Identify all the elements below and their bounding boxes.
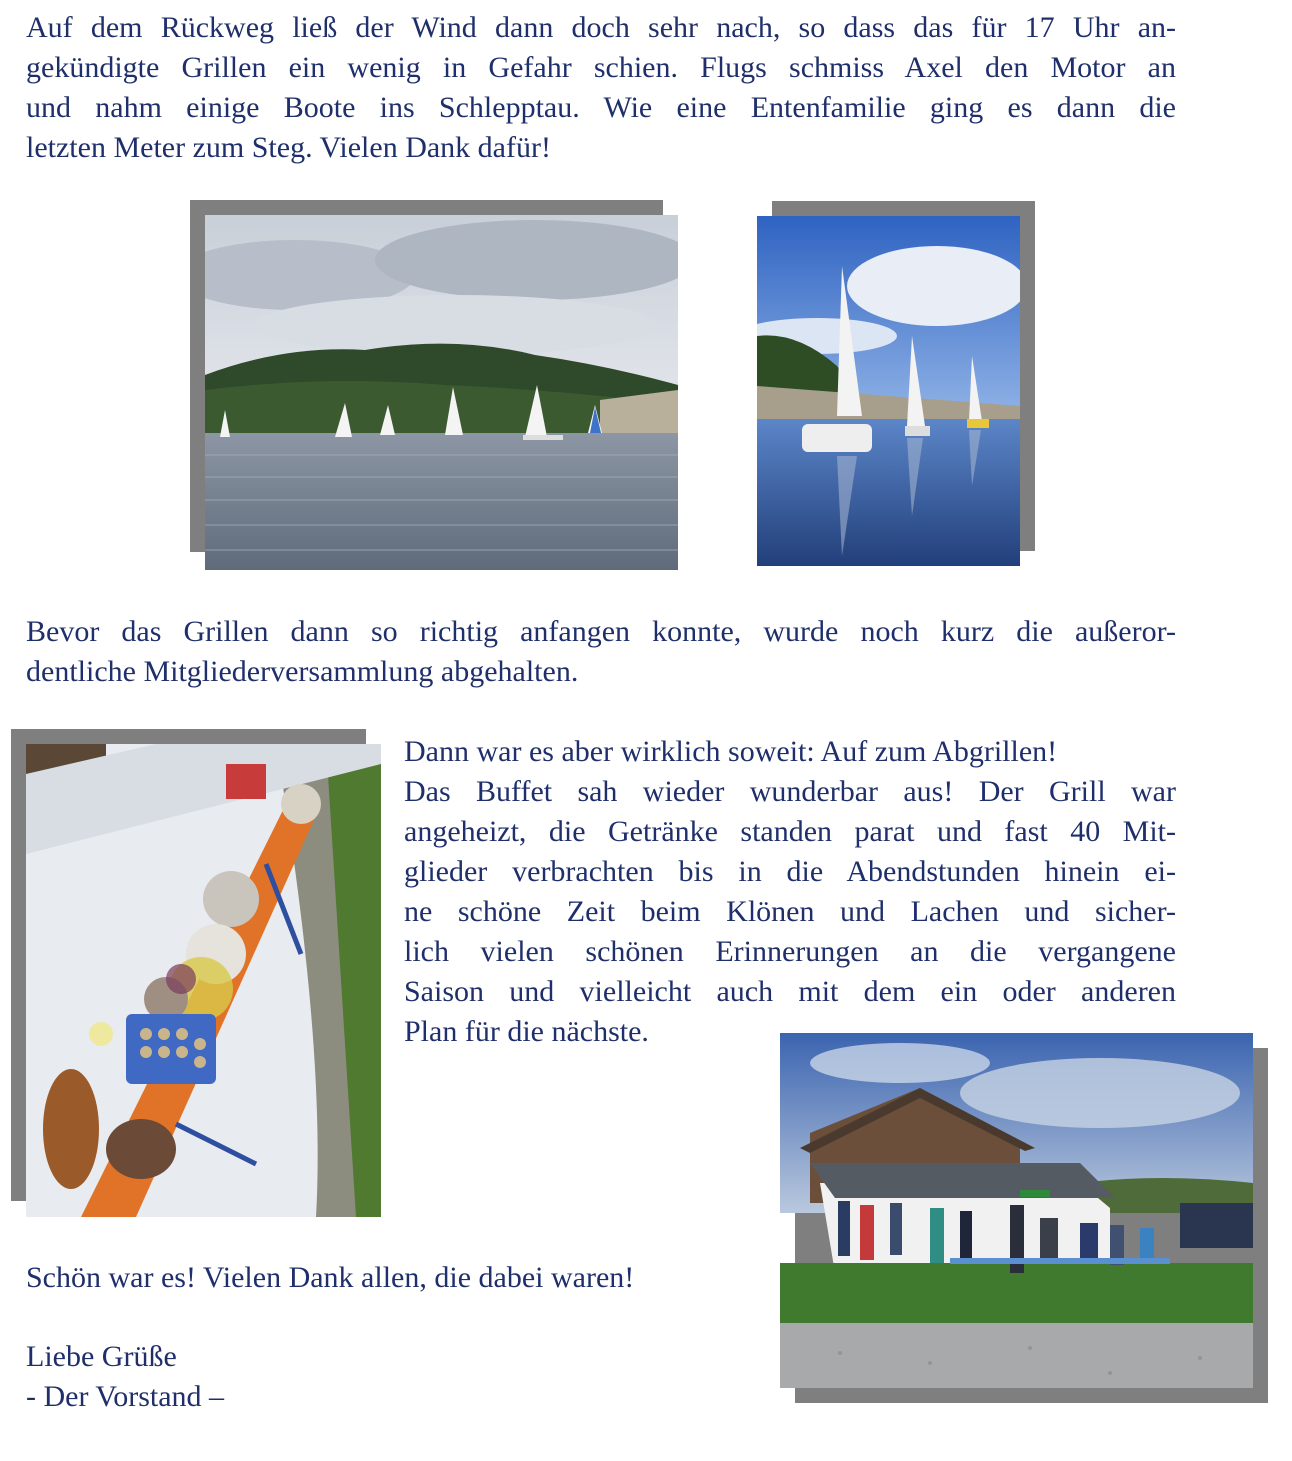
text-line: Plan für die nächste. [404, 1015, 649, 1048]
photo-lake-sailboats [190, 200, 678, 570]
text-line: Bevor das Grillen dann so richtig anfangen konnte, wurde noch kurz die außeror- [26, 615, 1176, 648]
photo-sailboats-reflection [757, 201, 1035, 566]
photo-buffet-table [11, 729, 381, 1217]
text-line: ne schöne Zeit beim Klönen und Lachen und sicher- [404, 895, 1176, 928]
paragraph-assembly [26, 612, 1176, 692]
paragraph-thanks [26, 1258, 766, 1298]
photo-image [26, 744, 381, 1217]
text-line: Schön war es! Vielen Dank allen, die dabei waren! [26, 1261, 635, 1294]
signature-line: - Der Vorstand – [26, 1380, 225, 1413]
paragraph-barbecue [404, 732, 1176, 1052]
text-line: Saison und vielleicht auch mit dem ein oder anderen [404, 975, 1176, 1008]
photo-clubhouse-gathering [780, 1033, 1268, 1403]
text-line: angeheizt, die Getränke standen parat und fast 40 Mit- [404, 815, 1176, 848]
photo-image [780, 1033, 1253, 1388]
text-line: letzten Meter zum Steg. Vielen Dank dafür! [26, 131, 551, 164]
text-line: und nahm einige Boote ins Schlepptau. Wie eine Entenfamilie ging es dann die [26, 91, 1176, 124]
paragraph-return-trip [26, 8, 1176, 168]
greeting-line: Liebe Grüße [26, 1340, 177, 1373]
photo-image [757, 216, 1020, 566]
text-line: gekündigte Grillen ein wenig in Gefahr schien. Flugs schmiss Axel den Motor an [26, 51, 1176, 84]
text-line: Das Buffet sah wieder wunderbar aus! Der Grill war [404, 775, 1176, 808]
paragraph-signoff [26, 1337, 526, 1417]
text-line: glieder verbrachten bis in die Abendstunden hinein ei- [404, 855, 1176, 888]
text-line: dentliche Mitgliederversammlung abgehalten. [26, 655, 579, 688]
text-line: lich vielen schönen Erinnerungen an die vergangene [404, 935, 1176, 968]
photo-image [205, 215, 678, 570]
text-line: Dann war es aber wirklich soweit: Auf zum Abgrillen! [404, 735, 1058, 768]
text-line: Auf dem Rückweg ließ der Wind dann doch sehr nach, so dass das für 17 Uhr an- [26, 11, 1176, 44]
